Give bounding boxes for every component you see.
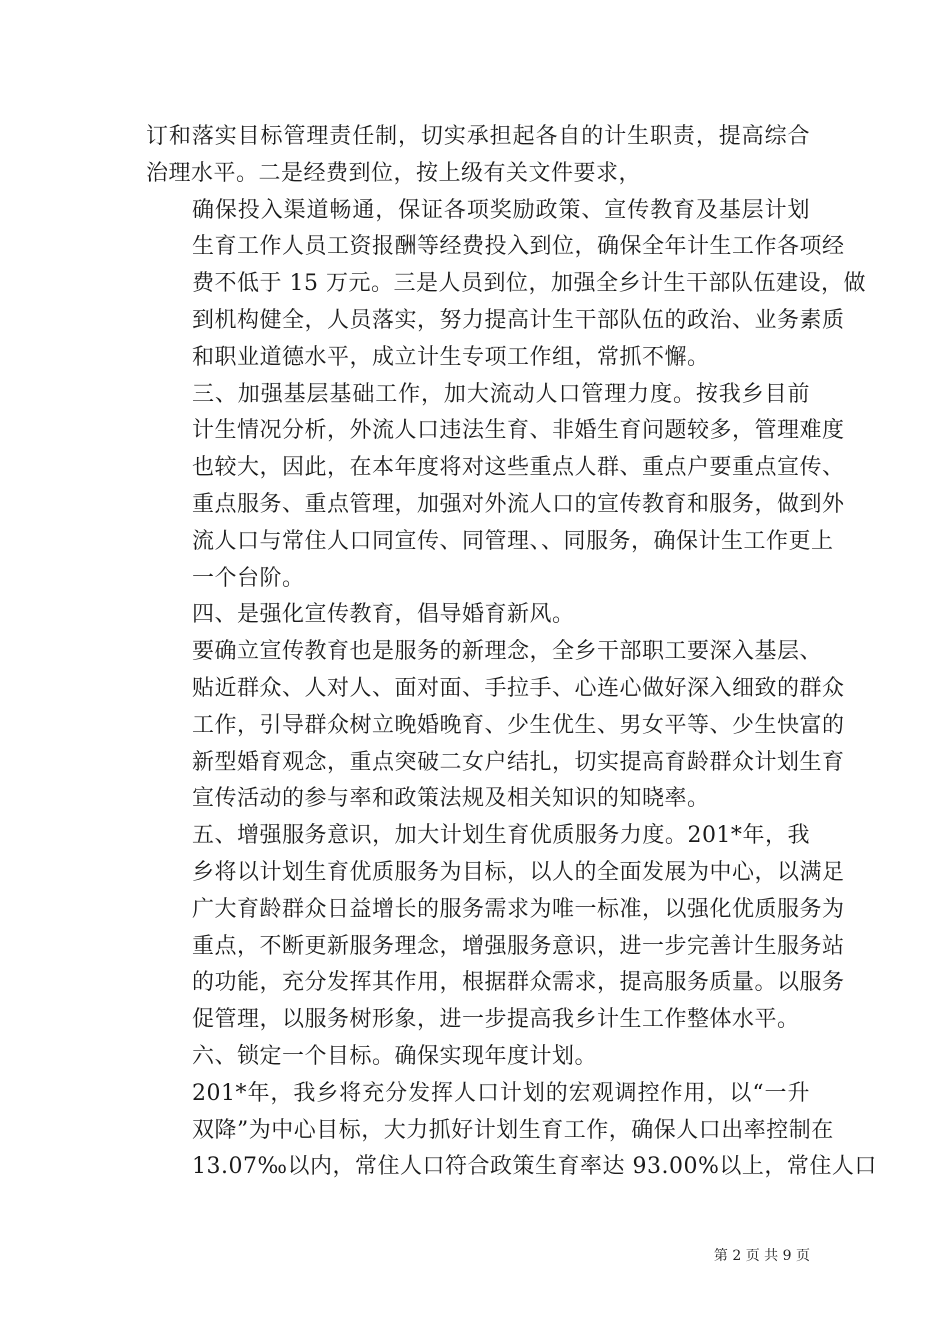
text-line: 广大育龄群众日益增长的服务需求为唯一标准，以强化优质服务为 [192,896,845,922]
paragraph-publicity [146,634,845,818]
text-line: 的功能，充分发挥其作用，根据群众需求，提高服务质量。以服务 [192,970,845,996]
text-line: 三、加强基层基础工作，加大流动人口管理力度。按我乡目前 [192,381,810,407]
text-line: 和职业道德水平，成立计生专项工作组，常抓不懈。 [192,344,710,370]
text-line: 宣传活动的参与率和政策法规及相关知识的知晓率。 [192,786,710,812]
text-line: 201*年，我乡将充分发挥人口计划的宏观调控作用，以“一升 [192,1080,810,1106]
text-line: 六、锁定一个目标。确保实现年度计划。 [192,1043,598,1069]
paragraph-section-3 [146,377,845,598]
text-line: 订和落实目标管理责任制，切实承担起各自的计生职责，提高综合 [146,124,810,149]
text-line: 计生情况分析，外流人口违法生育、非婚生育问题较多，管理难度 [192,418,845,444]
text-line: 费不低于 15 万元。三是人员到位，加强全乡计生干部队伍建设，做 [192,271,866,297]
text-line: 重点，不断更新服务理念，增强服务意识，进一步完善计生服务站 [192,933,845,959]
page-number-footer: 第 2 页 共 9 页 [713,1248,810,1264]
paragraph-funding [146,193,866,377]
text-line: 工作，引导群众树立晚婚晚育、少生优生、男女平等、少生快富的 [192,712,845,738]
text-line: 要确立宣传教育也是服务的新理念，全乡干部职工要深入基层、 [192,639,823,665]
document-body [146,119,877,1186]
text-line: 双降”为中心目标，大力抓好计划生育工作，确保人口出率控制在 [192,1117,834,1143]
paragraph-section-5 [146,818,845,1039]
text-line: 治理水平。二是经费到位，按上级有关文件要求， [146,160,642,186]
text-line: 重点服务、重点管理，加强对外流人口的宣传教育和服务，做到外 [192,491,845,517]
text-line: 四、是强化宣传教育，倡导婚育新风。 [192,602,575,628]
text-line: 一个台阶。 [192,565,305,591]
text-line: 到机构健全，人员落实，努力提高计生干部队伍的政治、业务素质 [192,307,845,333]
text-line: 也较大，因此，在本年度将对这些重点人群、重点户要重点宣传、 [192,455,845,481]
text-line: 流人口与常住人口同宣传、同管理、、同服务，确保计生工作更上 [192,528,834,554]
text-line: 五、增强服务意识，加大计划生育优质服务力度。201*年，我 [192,823,810,849]
paragraph-responsibility [146,119,810,193]
text-line: 确保投入渠道畅通，保证各项奖励政策、宣传教育及基层计划 [192,197,810,223]
heading-section-6 [146,1039,810,1076]
heading-section-4 [146,597,810,634]
text-line: 促管理，以服务树形象，进一步提高我乡计生工作整体水平。 [192,1007,800,1033]
text-line: 新型婚育观念，重点突破二女户结扎，切实提高育龄群众计划生育 [192,749,845,775]
text-line: 乡将以计划生育优质服务为目标，以人的全面发展为中心，以满足 [192,859,845,885]
paragraph-annual-target [146,1076,877,1186]
text-line: 13.07‰以内，常住人口符合政策生育率达 93.00%以上，常住人口 [192,1154,877,1180]
text-line: 贴近群众、人对人、面对面、手拉手、心连心做好深入细致的群众 [192,675,845,701]
text-line: 生育工作人员工资报酬等经费投入到位，确保全年计生工作各项经 [192,234,845,260]
